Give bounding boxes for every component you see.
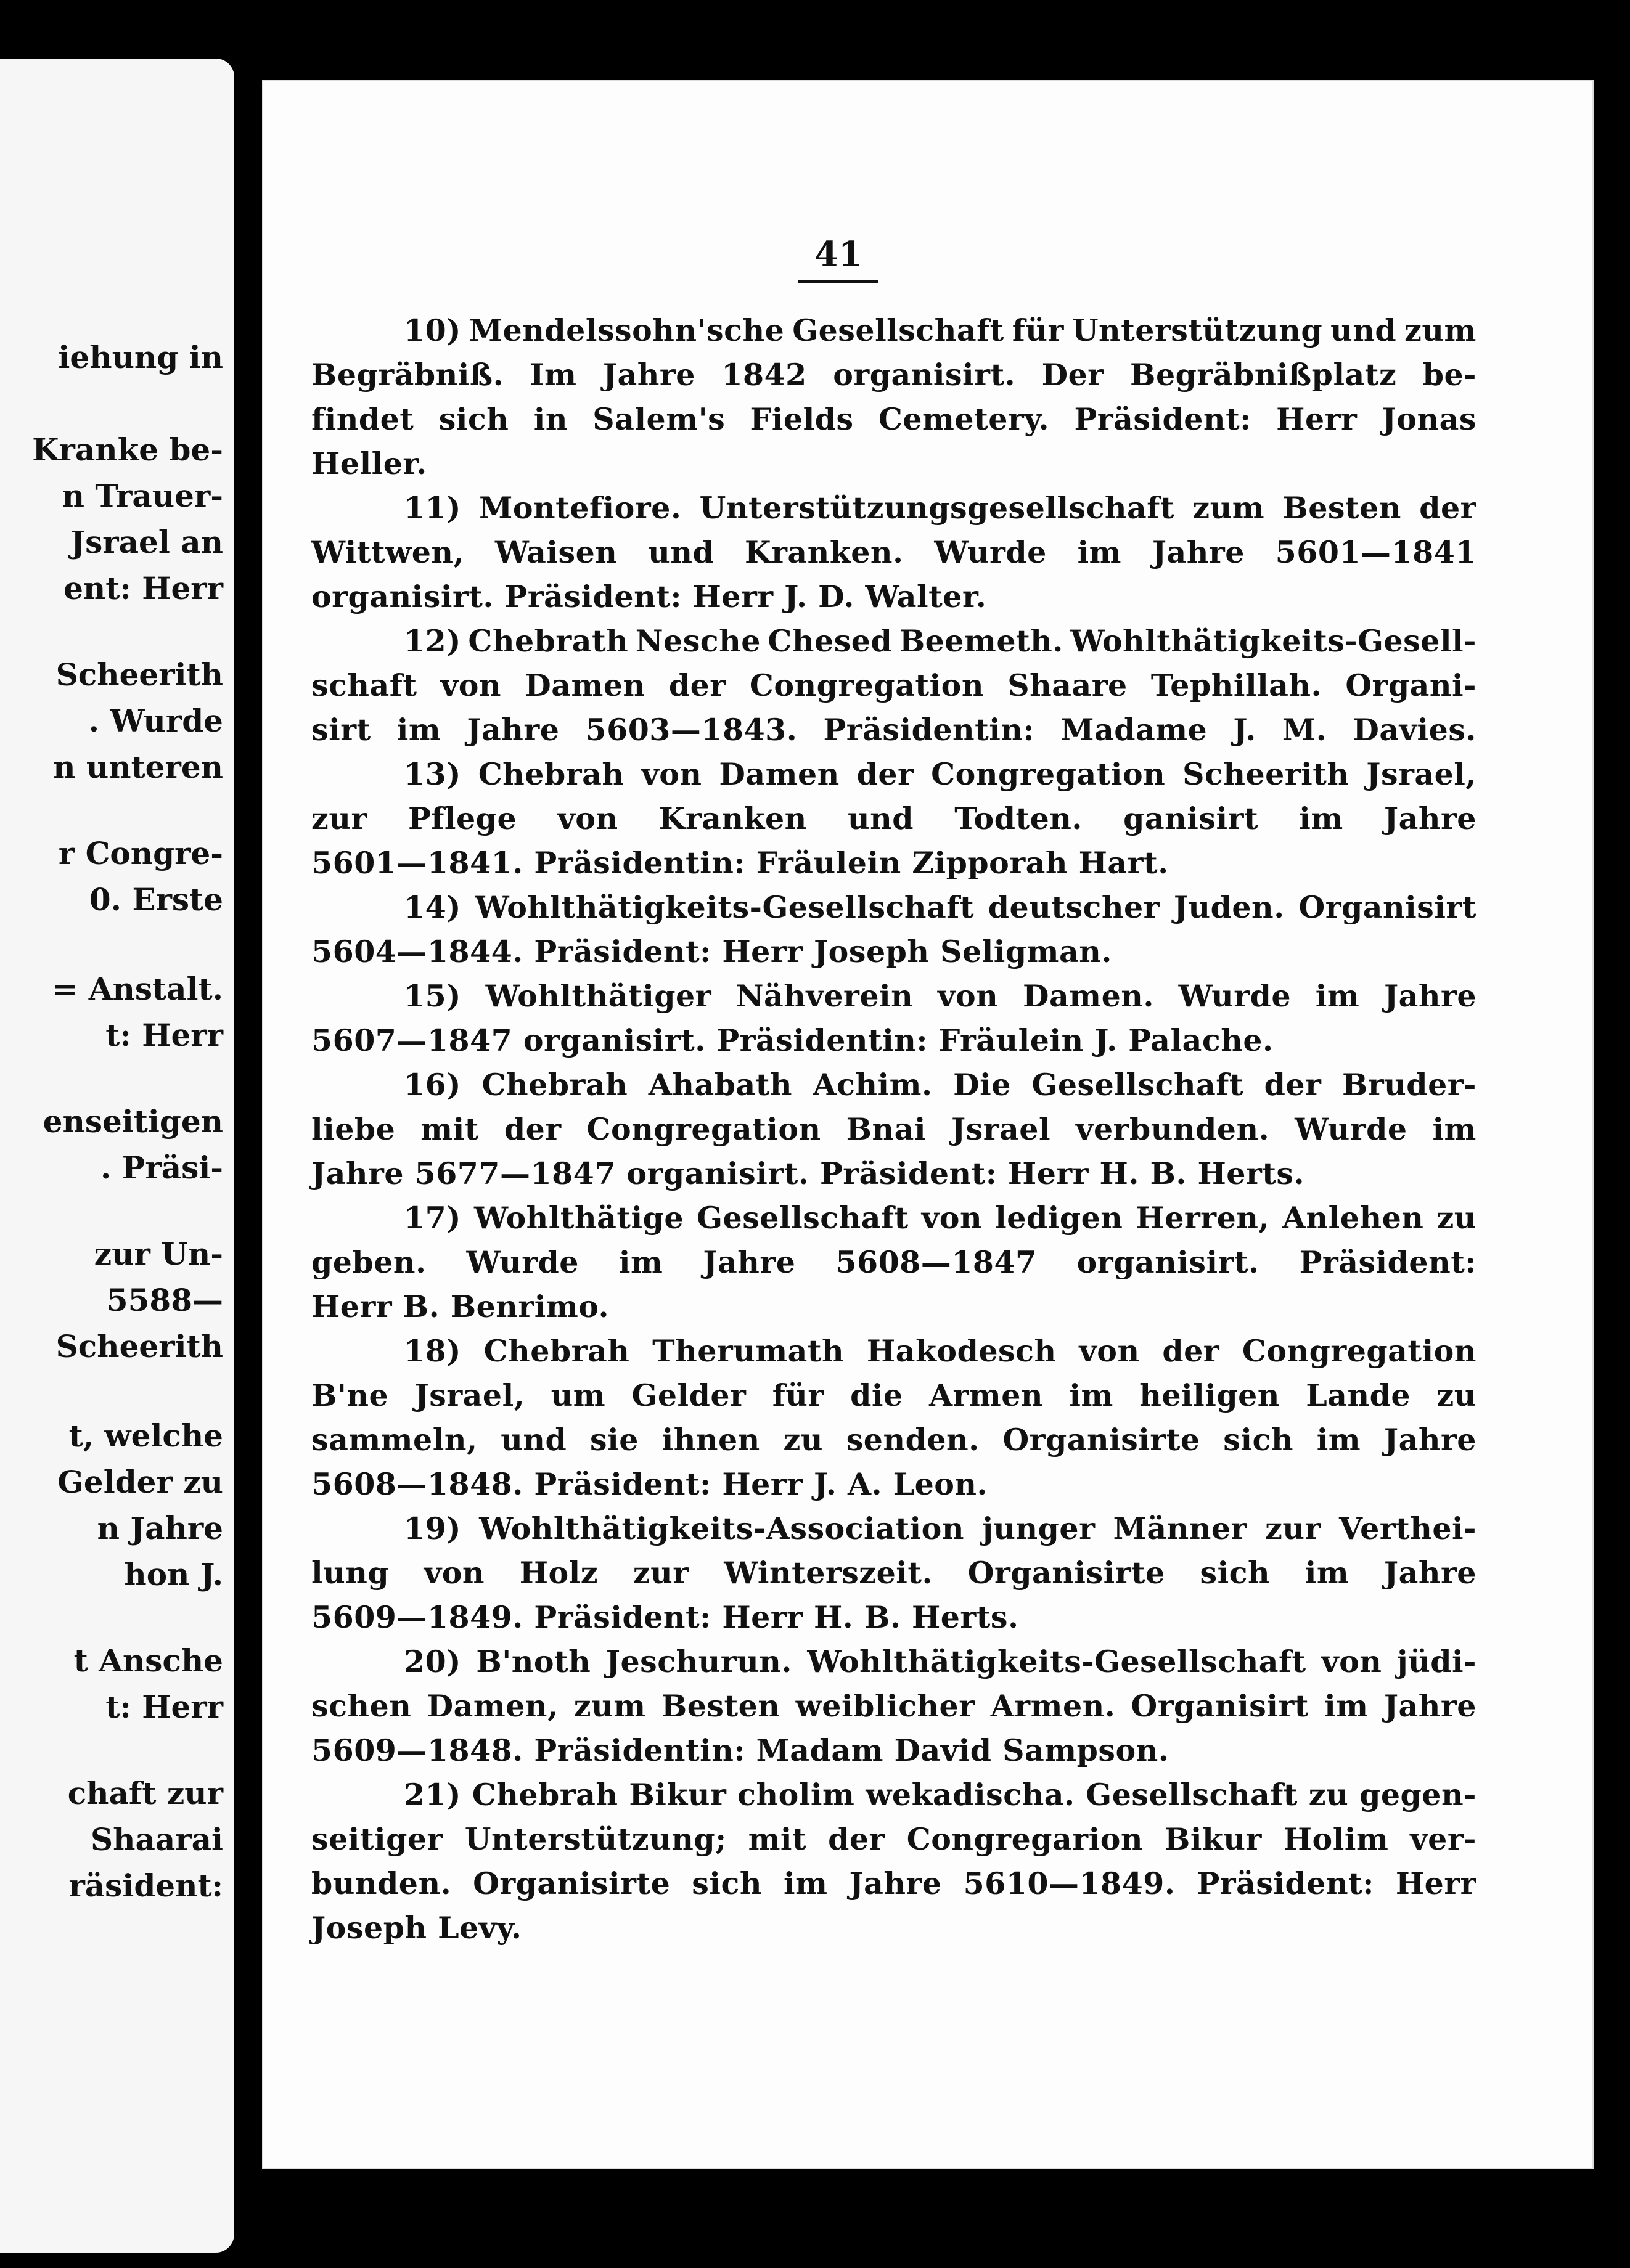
left-page-line: . Wurde xyxy=(88,703,223,739)
text-line: 5604—1844. Präsident: Herr Joseph Seligman. xyxy=(311,934,1112,969)
text-line: 5609—1848. Präsidentin: Madam David Sampson. xyxy=(311,1732,1169,1768)
text-line: seitiger Unterstützung; mit der Congregarion Bikur Holim ver- xyxy=(311,1821,1476,1857)
text-line: 17) Wohlthätige Gesellschaft von ledigen Herren, Anlehen zu xyxy=(404,1200,1476,1236)
text-line: organisirt. Präsident: Herr J. D. Walter. xyxy=(311,579,987,614)
left-page-line: t: Herr xyxy=(105,1017,223,1053)
left-page-line: t, welche xyxy=(68,1418,223,1454)
left-page-line: räsident: xyxy=(68,1867,223,1904)
page-number: 41 xyxy=(814,234,862,275)
right-page xyxy=(262,80,1594,2169)
left-page-line: enseitigen xyxy=(43,1103,223,1140)
text-line: Heller. xyxy=(311,446,427,481)
left-page-line: Scheerith xyxy=(55,656,223,693)
text-line: findet sich in Salem's Fields Cemetery. Präsident: Herr Jonas xyxy=(311,401,1476,437)
left-page-line: Scheerith xyxy=(55,1328,223,1364)
left-page-line: ent: Herr xyxy=(63,570,223,606)
left-page-line: 0. Erste xyxy=(89,881,223,918)
text-line: bunden. Organisirte sich im Jahre 5610—1849. Präsident: Herr xyxy=(311,1866,1476,1901)
text-line: 15) Wohlthätiger Nähverein von Damen. Wurde im Jahre xyxy=(404,978,1476,1014)
left-page-line: 5588— xyxy=(106,1282,223,1318)
text-line: Wittwen, Waisen und Kranken. Wurde im Jahre 5601—1841 xyxy=(311,534,1476,570)
text-line: 21) Chebrah Bikur cholim wekadischa. Gesellschaft zu gegen- xyxy=(404,1777,1476,1813)
left-page-line: t Ansche xyxy=(73,1642,223,1679)
text-line: schen Damen, zum Besten weiblicher Armen. Organisirt im Jahre xyxy=(311,1688,1476,1724)
left-page-line: t: Herr xyxy=(105,1689,223,1725)
text-line: Begräbniß. Im Jahre 1842 organisirt. Der Begräbnißplatz be- xyxy=(311,357,1476,393)
text-line: B'ne Jsrael, um Gelder für die Armen im heiligen Lande zu xyxy=(311,1377,1476,1413)
text-line: liebe mit der Congregation Bnai Jsrael verbunden. Wurde im xyxy=(311,1111,1476,1147)
left-page-line: n Jahre xyxy=(97,1510,223,1546)
left-page-line: zur Un- xyxy=(94,1236,223,1272)
text-line: 5607—1847 organisirt. Präsidentin: Fräulein J. Palache. xyxy=(311,1022,1274,1058)
text-line: sirt im Jahre 5603—1843. Präsidentin: Madame J. M. Davies. xyxy=(311,712,1476,748)
text-line: 18) Chebrah Therumath Hakodesch von der Congregation xyxy=(404,1333,1476,1369)
text-line: geben. Wurde im Jahre 5608—1847 organisirt. Präsident: xyxy=(311,1244,1476,1280)
left-page-line: Shaarai xyxy=(91,1821,223,1858)
left-page-line: = Anstalt. xyxy=(52,971,223,1007)
left-page-line: r Congre- xyxy=(58,835,223,871)
text-line: 5609—1849. Präsident: Herr H. B. Herts. xyxy=(311,1599,1019,1635)
left-page-line: iehung in xyxy=(58,339,223,375)
left-page-line: Jsrael an xyxy=(70,524,223,560)
text-line: Jahre 5677—1847 organisirt. Präsident: Herr H. B. Herts. xyxy=(311,1156,1305,1191)
text-line: 5601—1841. Präsidentin: Fräulein Zipporah Hart. xyxy=(311,845,1169,881)
left-page-fragment xyxy=(0,59,234,2253)
text-line: zur Pflege von Kranken und Todten. ganisirt im Jahre xyxy=(311,801,1476,836)
page-number-rule xyxy=(798,280,878,284)
left-page-line: . Präsi- xyxy=(100,1149,223,1186)
text-line: 20) B'noth Jeschurun. Wohlthätigkeits-Gesellschaft von jüdi- xyxy=(404,1644,1476,1679)
text-line: 12) Chebrath Nesche Chesed Beemeth. Wohlthätigkeits-Gesell- xyxy=(404,623,1476,659)
body-text xyxy=(311,308,1476,1950)
text-line: lung von Holz zur Winterszeit. Organisirte sich im Jahre xyxy=(311,1555,1476,1591)
text-line: 16) Chebrah Ahabath Achim. Die Gesellschaft der Bruder- xyxy=(404,1067,1476,1103)
text-line: Herr B. Benrimo. xyxy=(311,1289,610,1324)
left-page-line: hon J. xyxy=(124,1556,223,1593)
left-page-line: n unteren xyxy=(53,749,223,785)
left-page-line: n Trauer- xyxy=(62,478,223,514)
text-line: sammeln, und sie ihnen zu senden. Organisirte sich im Jahre xyxy=(311,1422,1476,1458)
text-line: 10) Mendelssohn'sche Gesellschaft für Unterstützung und zum xyxy=(404,312,1476,348)
left-page-line: Gelder zu xyxy=(57,1464,223,1500)
text-line: 13) Chebrah von Damen der Congregation Scheerith Jsrael, xyxy=(404,756,1476,792)
text-line: 11) Montefiore. Unterstützungsgesellschaft zum Besten der xyxy=(404,490,1476,526)
text-line: Joseph Levy. xyxy=(311,1910,522,1946)
text-line: 19) Wohlthätigkeits-Association junger Männer zur Verthei- xyxy=(404,1511,1476,1546)
text-line: 5608—1848. Präsident: Herr J. A. Leon. xyxy=(311,1466,988,1502)
page-gutter xyxy=(237,49,262,2268)
left-page-line: chaft zur xyxy=(67,1775,223,1811)
text-line: 14) Wohlthätigkeits-Gesellschaft deutscher Juden. Organisirt xyxy=(404,889,1476,925)
left-page-line: Kranke be- xyxy=(32,431,223,468)
text-line: schaft von Damen der Congregation Shaare Tephillah. Organi- xyxy=(311,667,1476,703)
